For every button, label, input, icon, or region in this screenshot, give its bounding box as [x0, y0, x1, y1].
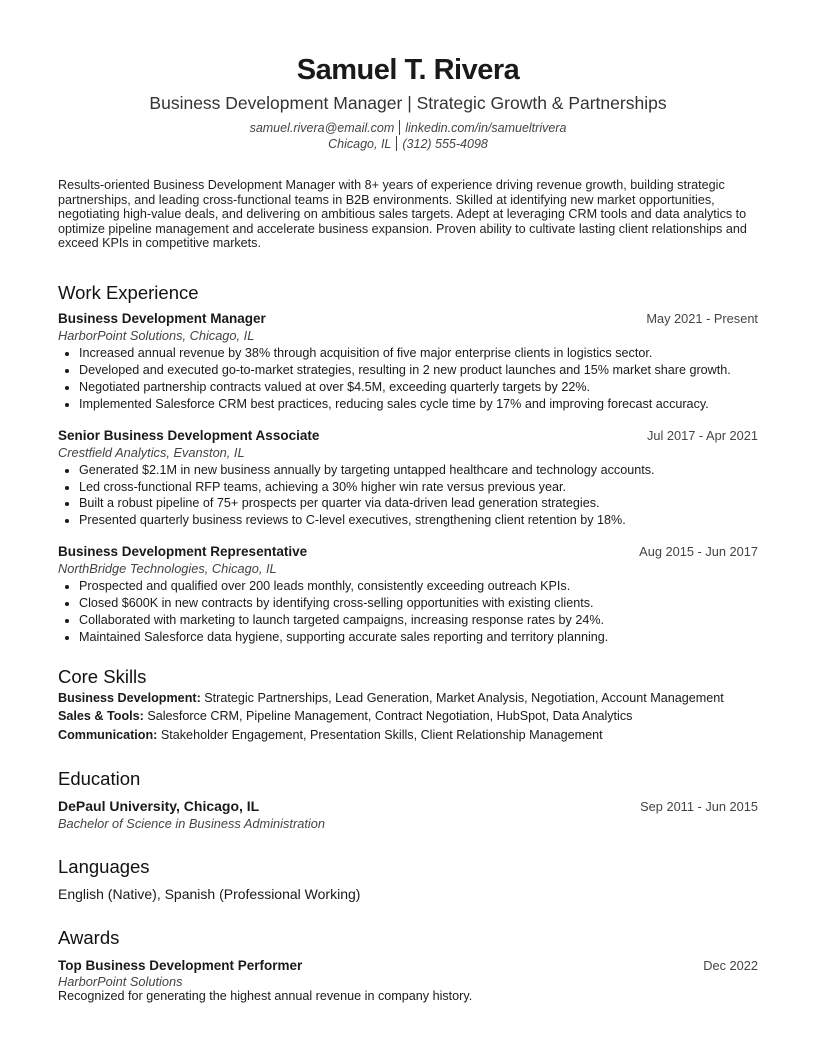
skill-items: Strategic Partnerships, Lead Generation, Market Analysis, Negotiation, Account Management — [204, 690, 724, 705]
skills-list — [58, 691, 758, 743]
linkedin-link[interactable]: linkedin.com/in/samueltrivera — [405, 121, 567, 135]
skill-line — [58, 709, 758, 724]
job-company: HarborPoint Solutions, Chicago, IL — [58, 327, 255, 343]
contact-separator — [399, 120, 400, 135]
job-company: Crestfield Analytics, Evanston, IL — [58, 444, 245, 460]
job-header — [58, 427, 758, 444]
skill-line — [58, 728, 758, 743]
job-dates: May 2021 - Present — [646, 310, 758, 326]
job-bullets — [58, 463, 758, 529]
skill-category: Communication: — [58, 727, 158, 742]
section-title-education: Education — [58, 768, 141, 790]
award-title: Top Business Development Performer — [58, 958, 303, 974]
education-entry — [58, 798, 758, 832]
skill-category: Sales & Tools: — [58, 709, 144, 724]
location-text: Chicago, IL — [328, 137, 392, 151]
job-bullet: • Negotiated partnership contracts valued at over $4.5M, exceeding quarterly targets by 22%. — [79, 380, 758, 395]
education-dates: Sep 2011 - Jun 2015 — [640, 799, 758, 815]
contact-line-2 — [58, 136, 758, 152]
section-title-languages: Languages — [58, 856, 150, 878]
job-bullets — [58, 579, 758, 645]
award-description: Recognized for generating the highest annual revenue in company history. — [58, 989, 473, 1004]
skill-items: Salesforce CRM, Pipeline Management, Contract Negotiation, HubSpot, Data Analytics — [147, 709, 633, 724]
section-title-experience: Work Experience — [58, 281, 199, 303]
job-header — [58, 310, 758, 327]
job-dates: Aug 2015 - Jun 2017 — [639, 544, 758, 560]
job-entry — [58, 543, 758, 645]
job-title: Business Development Representative — [58, 544, 308, 560]
school-name: DePaul University, Chicago, IL — [58, 798, 260, 815]
job-bullet: • Increased annual revenue by 38% through acquisition of five major enterprise clients in logistics sector. — [79, 346, 758, 361]
skill-category: Business Development: — [58, 690, 201, 705]
award-entry — [58, 957, 758, 1003]
candidate-name: Samuel T. Rivera — [296, 54, 520, 86]
contact-info — [58, 120, 758, 152]
job-bullet: • Collaborated with marketing to launch targeted campaigns, increasing response rates by 24%. — [79, 613, 758, 628]
job-bullet: • Prospected and qualified over 200 leads monthly, consistently exceeding outreach KPIs. — [79, 579, 758, 594]
job-bullet: • Presented quarterly business reviews to C-level executives, strengthening client retention by 18%. — [79, 513, 758, 528]
professional-summary: Results-oriented Business Development Manager with 8+ years of experience driving revenue growth, building strategic partnerships, and leading cross-functional teams in B2B environments. Skilled at identifying new market opportunities, negotiating high-value deals, and delivering on ambitious sales targets. Adept at leveraging CRM tools and data analytics to optimize pipeline management and accelerate business expansion. Proven ability to cultivate lasting client relationships and exceed KPIs in competitive markets. — [58, 178, 747, 251]
job-bullet: • Led cross-functional RFP teams, achieving a 30% higher win rate versus previous year. — [79, 480, 758, 495]
skill-line — [58, 691, 758, 706]
contact-separator — [396, 136, 397, 151]
job-entry — [58, 310, 758, 412]
award-header — [58, 957, 758, 974]
job-bullet: • Implemented Salesforce CRM best practices, reducing sales cycle time by 17% and improving forecast accuracy. — [79, 397, 758, 412]
award-org: HarborPoint Solutions — [58, 974, 183, 990]
job-title: Senior Business Development Associate — [58, 427, 320, 443]
skill-items: Stakeholder Engagement, Presentation Skills, Client Relationship Management — [160, 727, 603, 742]
job-bullets — [58, 346, 758, 412]
degree: Bachelor of Science in Business Administration — [58, 816, 325, 832]
job-header — [58, 543, 758, 560]
award-date: Dec 2022 — [703, 958, 758, 974]
section-title-awards: Awards — [58, 927, 120, 949]
education-header — [58, 798, 758, 815]
headline: Business Development Manager | Strategic Growth & Partnerships — [149, 93, 667, 113]
languages-list: English (Native), Spanish (Professional Working) — [58, 886, 361, 903]
phone-text: (312) 555-4098 — [402, 137, 488, 151]
job-bullet: • Built a robust pipeline of 75+ prospects per quarter via data-driven lead generation strategies. — [79, 496, 758, 511]
job-bullet: • Maintained Salesforce data hygiene, supporting accurate sales reporting and territory planning. — [79, 630, 758, 645]
job-bullet: • Developed and executed go-to-market strategies, resulting in 2 new product launches and 15% market share growth. — [79, 363, 758, 378]
section-title-skills: Core Skills — [58, 665, 147, 687]
job-title: Business Development Manager — [58, 310, 266, 326]
job-bullet: • Generated $2.1M in new business annually by targeting untapped healthcare and technology accounts. — [79, 463, 758, 478]
job-entry — [58, 427, 758, 529]
job-dates: Jul 2017 - Apr 2021 — [647, 427, 758, 443]
job-bullet: • Closed $600K in new contracts by identifying cross-selling opportunities with existing clients. — [79, 596, 758, 611]
email-link[interactable]: samuel.rivera@email.com — [249, 121, 395, 135]
job-company: NorthBridge Technologies, Chicago, IL — [58, 561, 277, 577]
contact-line-1 — [58, 120, 758, 136]
